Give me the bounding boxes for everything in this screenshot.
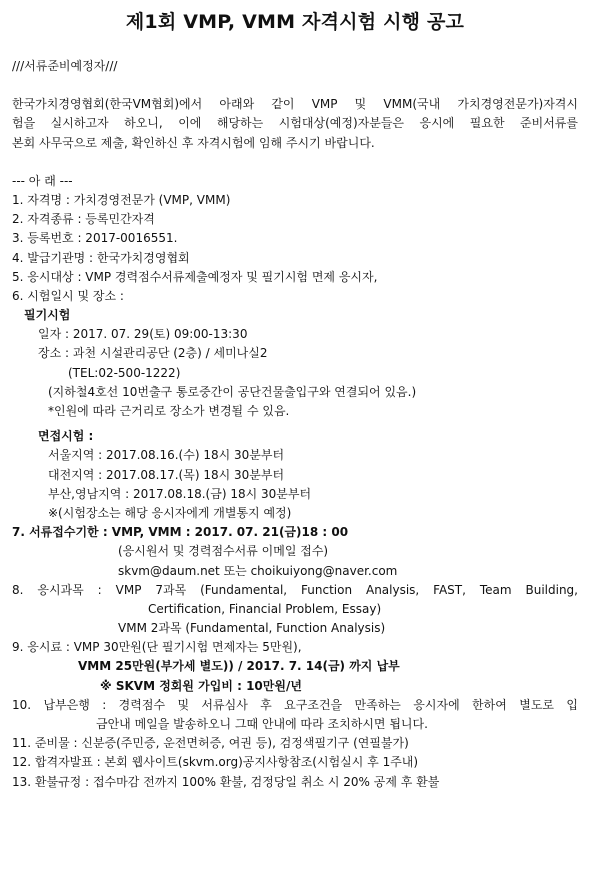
item-10: 10. 납부은행 : 경력점수 및 서류심사 후 요구조건을 만족하는 응시자에 한하여 별도로 입 — [12, 697, 578, 712]
item-9-vmm-fee: VMM 25만원(부가세 별도)) / 2017. 7. 14(금) 까지 납부 — [78, 659, 400, 674]
item-13: 13. 환불규정 : 접수마감 전까지 100% 환불, 검정당일 취소 시 20% 공제 후 환불 — [12, 774, 440, 789]
interview-row-daejeon: 대전지역 : 2017.08.17.(목) 18시 30분부터 — [48, 467, 285, 482]
page-title: 제1회 VMP, VMM 자격시험 시행 공고 — [125, 11, 465, 33]
written-exam-heading: 필기시험 — [24, 308, 71, 323]
item-8-subjects-cont: Certification, Financial Problem, Essay) — [148, 601, 382, 616]
item-7 — [12, 523, 578, 542]
below-marker: --- 아 래 --- — [12, 173, 73, 188]
item-7-submission: (응시원서 및 경력점수서류 이메일 접수) — [118, 544, 329, 559]
item-5: 5. 응시대상 : VMP 경력점수서류제출예정자 및 필기시험 면제 응시자, — [12, 269, 378, 284]
written-exam-tel: (TEL:02-500-1222) — [68, 365, 181, 380]
written-exam-subway: (지하철4호선 10번출구 통로중간이 공단건물출입구와 연결되어 있음.) — [48, 384, 417, 399]
item-4: 4. 발급기관명 : 한국가치경영협회 — [12, 250, 190, 265]
item-9: 9. 응시료 : VMP 30만원(단 필기시험 면제자는 5만원), — [12, 640, 302, 655]
interview-heading: 면접시험 : — [38, 429, 94, 444]
written-exam-date: 일자 : 2017. 07. 29(토) 09:00-13:30 — [38, 327, 248, 342]
written-exam-place: 장소 : 과천 시설관리공단 (2층) / 세미나실2 — [38, 346, 268, 361]
item-1: 1. 자격명 : 가치경영전문가 (VMP, VMM) — [12, 192, 231, 207]
spacer — [12, 76, 578, 95]
item-7-deadline: 7. 서류접수기한 : VMP, VMM : 2017. 07. 21(금)18 : 00 — [12, 525, 349, 540]
notice-document — [0, 6, 590, 792]
item-7-emails: skvm@daum.net 또는 choikuiyong@naver.com — [118, 563, 398, 578]
intro-line-1: 한국가치경영협회(한국VM협회)에서 아래와 같이 VMP 및 VMM(국내 가치경영전문가)자격시 — [12, 97, 578, 112]
item-3: 3. 등록번호 : 2017-0016551. — [12, 231, 178, 246]
item-2: 2. 자격종류 : 등록민간자격 — [12, 212, 155, 227]
spacer — [12, 38, 578, 57]
intro-line-2: 험을 실시하고자 하오니, 이에 해당하는 시험대상(예정)자분들은 응시에 필요한 준비서류를 — [12, 116, 578, 131]
written-exam-note: *인원에 따라 근거리로 장소가 변경될 수 있음. — [48, 404, 290, 418]
item-10-cont: 금안내 메일을 발송하오니 그때 안내에 따라 조치하시면 됩니다. — [96, 717, 428, 731]
interview-row-busan: 부산,영남지역 : 2017.08.18.(금) 18시 30분부터 — [48, 486, 312, 501]
interview-note: ※(시험장소는 해당 응시자에게 개별통지 예정) — [48, 505, 292, 520]
intro-line-3: 본회 사무국으로 제출, 확인하신 후 자격시험에 임해 주시기 바랍니다. — [12, 135, 375, 150]
item-6: 6. 시험일시 및 장소 : — [12, 288, 124, 303]
item-8-vmm: VMM 2과목 (Fundamental, Function Analysis) — [118, 621, 386, 636]
item-8: 8. 응시과목 : VMP 7과목 (Fundamental, Function Analysis, FAST, Team Building, — [12, 582, 578, 597]
item-11: 11. 준비물 : 신분증(주민증, 운전면허증, 여권 등), 검정색필기구 (연필불가) — [12, 736, 409, 751]
spacer — [12, 153, 578, 172]
status-tag: ///서류준비예정자/// — [12, 59, 118, 73]
interview-row-seoul: 서울지역 : 2017.08.16.(수) 18시 30분부터 — [48, 448, 285, 463]
item-12: 12. 합격자발표 : 본회 웹사이트(skvm.org)공지사항참조(시험실시 후 1주내) — [12, 755, 419, 770]
item-9-membership: ※ SKVM 정회원 가입비 : 10만원/년 — [100, 678, 302, 693]
